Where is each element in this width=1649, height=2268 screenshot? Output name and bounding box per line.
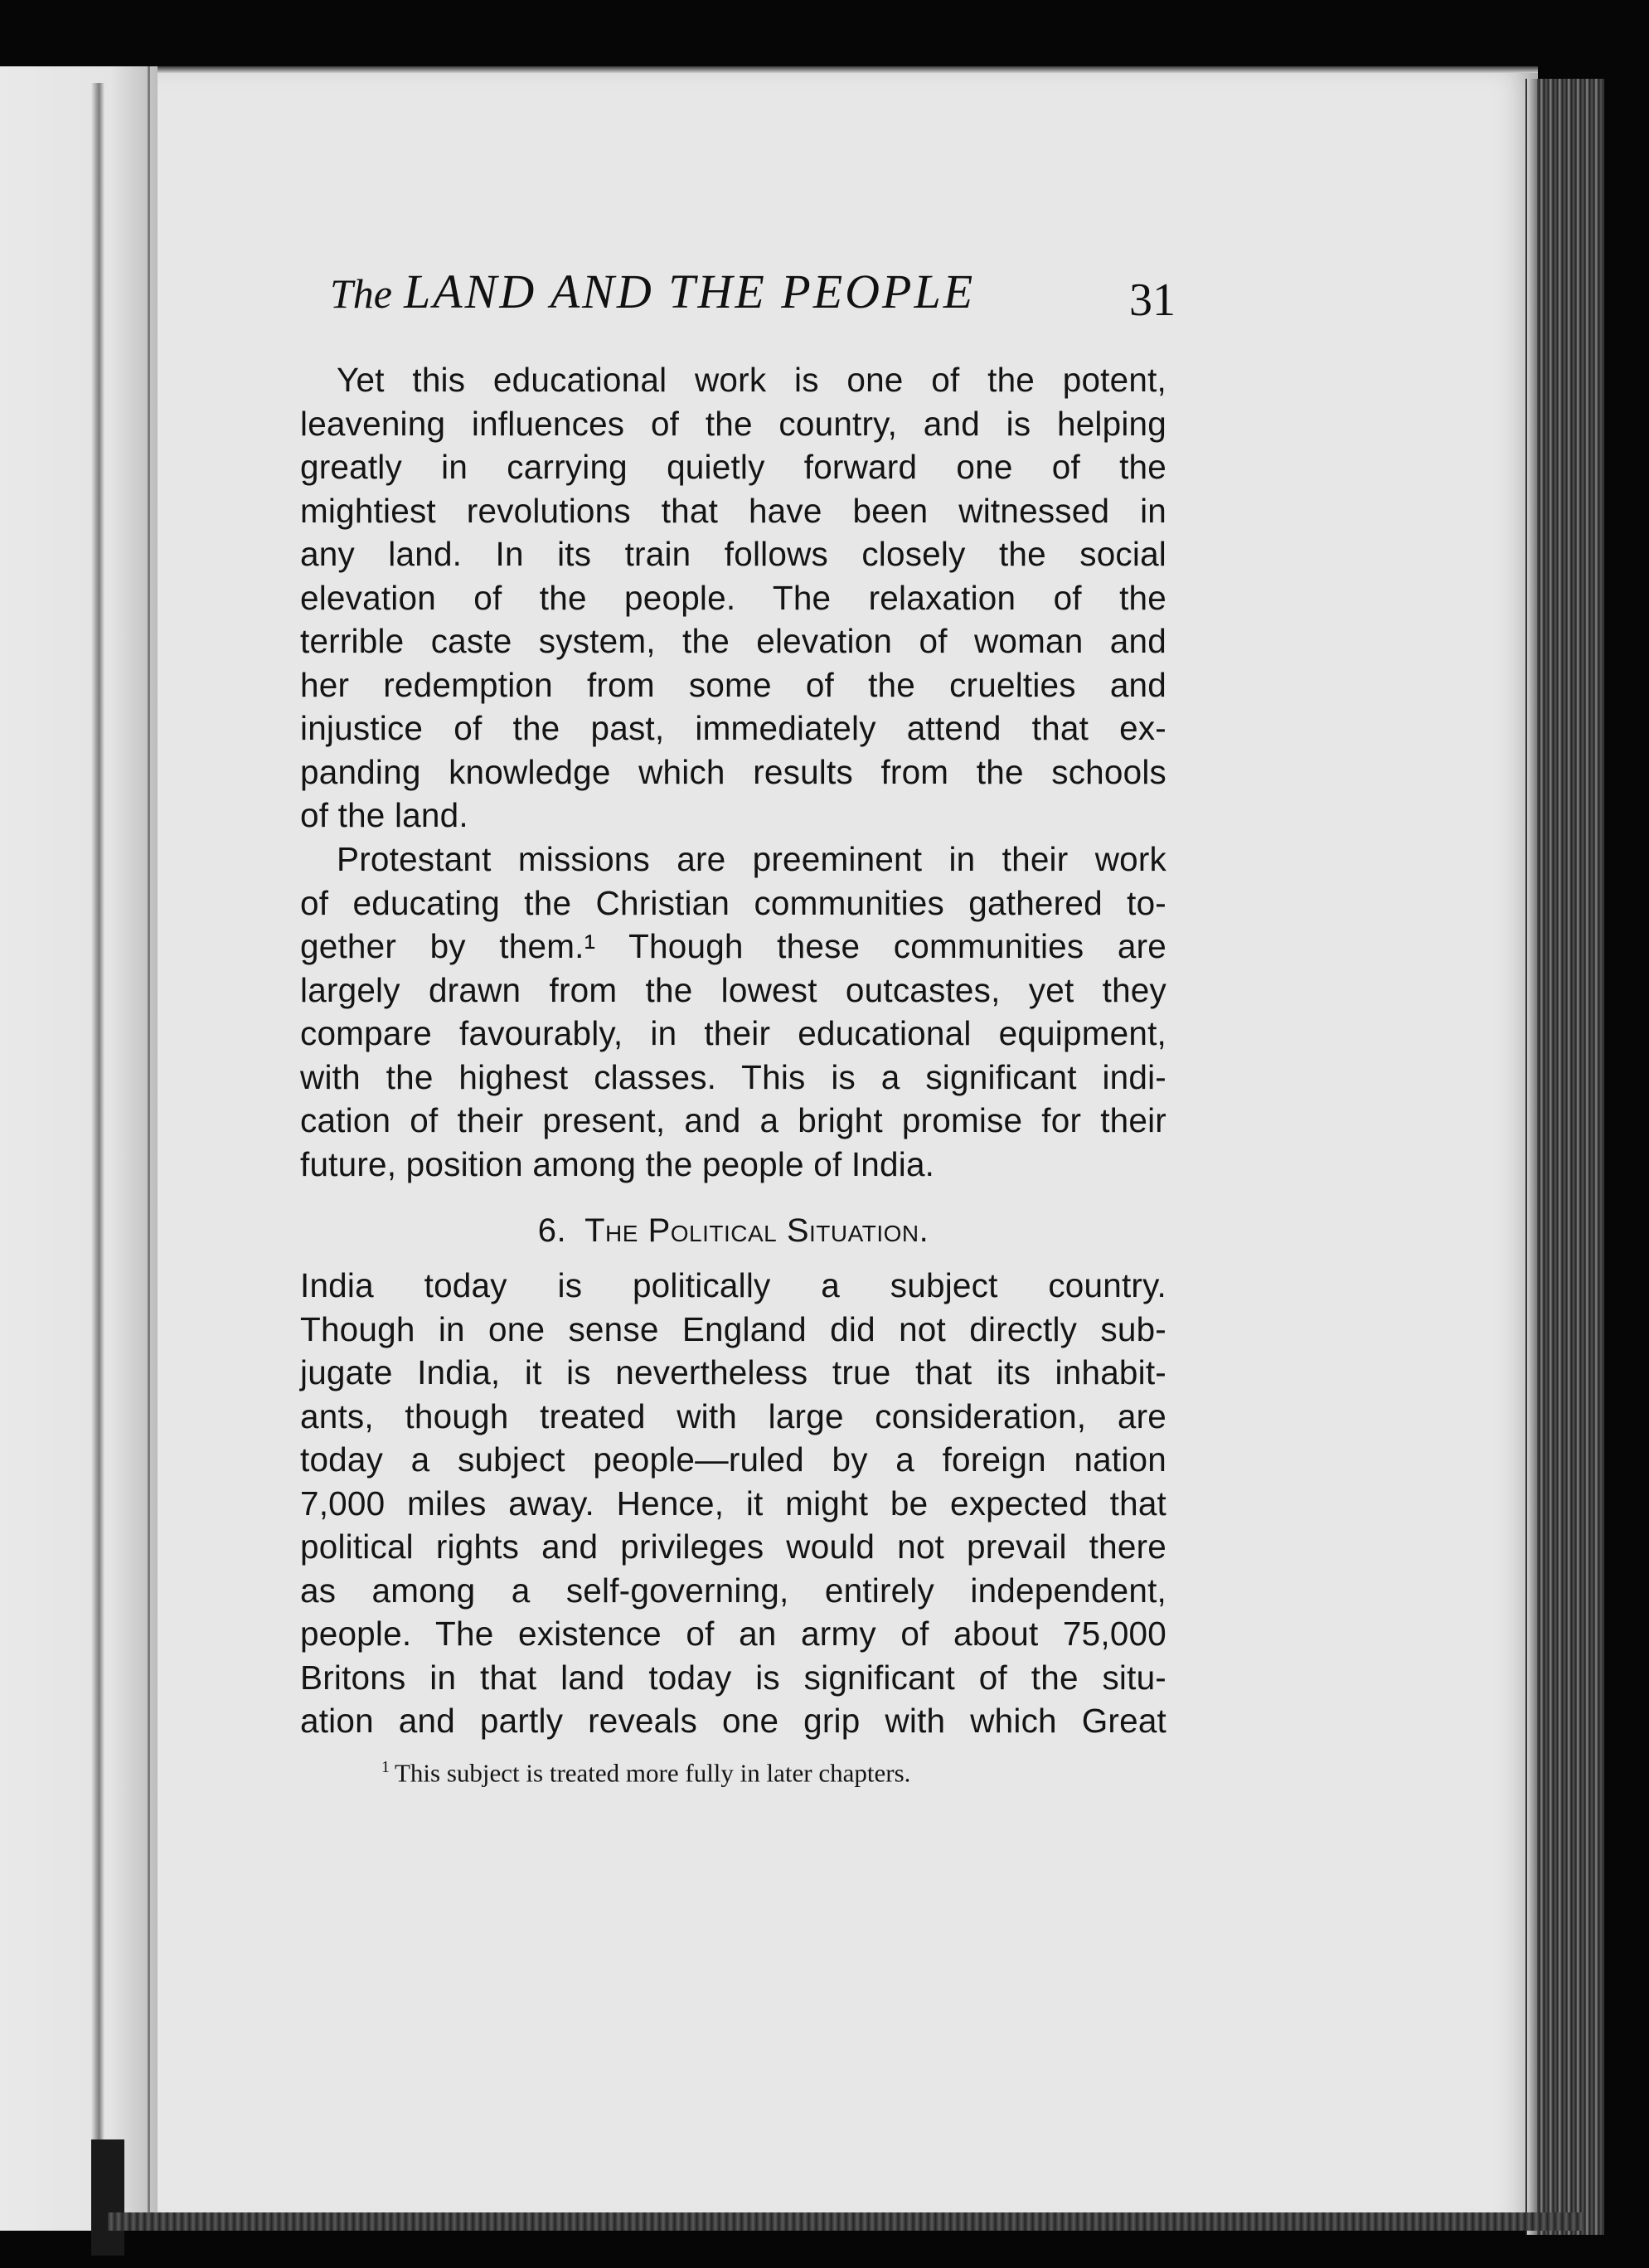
text-line: leavening influences of the country, and is helping [300, 404, 1166, 443]
section-number: 6. [537, 1212, 567, 1249]
text-line: with the highest classes. This is a significant indi- [300, 1057, 1166, 1096]
text-line: today a subject people—ruled by a foreign nation [300, 1440, 1166, 1479]
text-line: Protestant missions are preeminent in their work [337, 840, 1166, 878]
footnote-text: This subject is treated more fully in later chapters. [395, 1758, 911, 1788]
text-line: Though in one sense England did not directly sub- [300, 1309, 1166, 1348]
footnote-marker: 1 [381, 1758, 390, 1776]
text-line: as among a self-governing, entirely independent, [300, 1571, 1166, 1610]
paragraph-1 [300, 358, 1166, 838]
text-line: Yet this educational work is one of the potent, [337, 361, 1166, 399]
text-line: largely drawn from the lowest outcastes, yet they [300, 970, 1166, 1009]
facing-page-edge [0, 66, 158, 2231]
text-line: compare favourably, in their educational equipment, [300, 1014, 1166, 1052]
text-line: panding knowledge which results from the schools [300, 752, 1166, 791]
text-line: gether by them.¹ Though these communities are [300, 927, 1166, 965]
paragraph-2 [300, 838, 1166, 1186]
binding-corner [91, 2139, 124, 2256]
page-number: 31 [1129, 274, 1176, 326]
running-head-the: The [330, 270, 392, 317]
text-line: of the land. [300, 796, 468, 834]
page-stack-edge [1525, 79, 1604, 2235]
text-line: her redemption from some of the cruelties and [300, 665, 1166, 704]
text-line: political rights and privileges would not prevail there [300, 1527, 1166, 1566]
text-line: India today is politically a subject country. [300, 1266, 1166, 1304]
text-line: future, position among the people of India. [300, 1144, 935, 1183]
running-head-title: LAND AND THE PEOPLE [404, 265, 976, 318]
running-head [330, 264, 1176, 338]
text-line: people. The existence of an army of about 75,000 [300, 1615, 1166, 1653]
page-stack-highlight [1527, 79, 1537, 2235]
text-line: of educating the Christian communities gathered to- [300, 883, 1166, 922]
text-line: greatly in carrying quietly forward one of the [300, 448, 1166, 486]
page-top-edge [158, 66, 1538, 73]
facing-page-line [148, 66, 150, 2231]
section-title: The Political Situation. [584, 1212, 929, 1249]
text-line: elevation of the people. The relaxation of the [300, 578, 1166, 617]
text-line: jugate India, it is nevertheless true that its inhabit- [300, 1353, 1166, 1391]
footnote [381, 1758, 1094, 1788]
text-line: mightiest revolutions that have been witnessed in [300, 491, 1166, 530]
text-line: Britons in that land today is significant of the situ- [300, 1658, 1166, 1697]
text-line: ation and partly reveals one grip with which Great [300, 1702, 1166, 1740]
page-bottom-edge [108, 2212, 1584, 2231]
text-line: terrible caste system, the elevation of woman and [300, 622, 1166, 660]
text-line: cation of their present, and a bright promise for their [300, 1101, 1166, 1139]
paragraph-3 [300, 1264, 1166, 1743]
text-line: ants, though treated with large consideration, are [300, 1396, 1166, 1435]
text-line: any land. In its train follows closely the social [300, 535, 1166, 573]
spine-shadow [91, 83, 104, 2222]
text-line: injustice of the past, immediately attend that ex- [300, 709, 1166, 747]
text-line: 7,000 miles away. Hence, it might be expected that [300, 1484, 1166, 1523]
section-heading [300, 1212, 1166, 1250]
